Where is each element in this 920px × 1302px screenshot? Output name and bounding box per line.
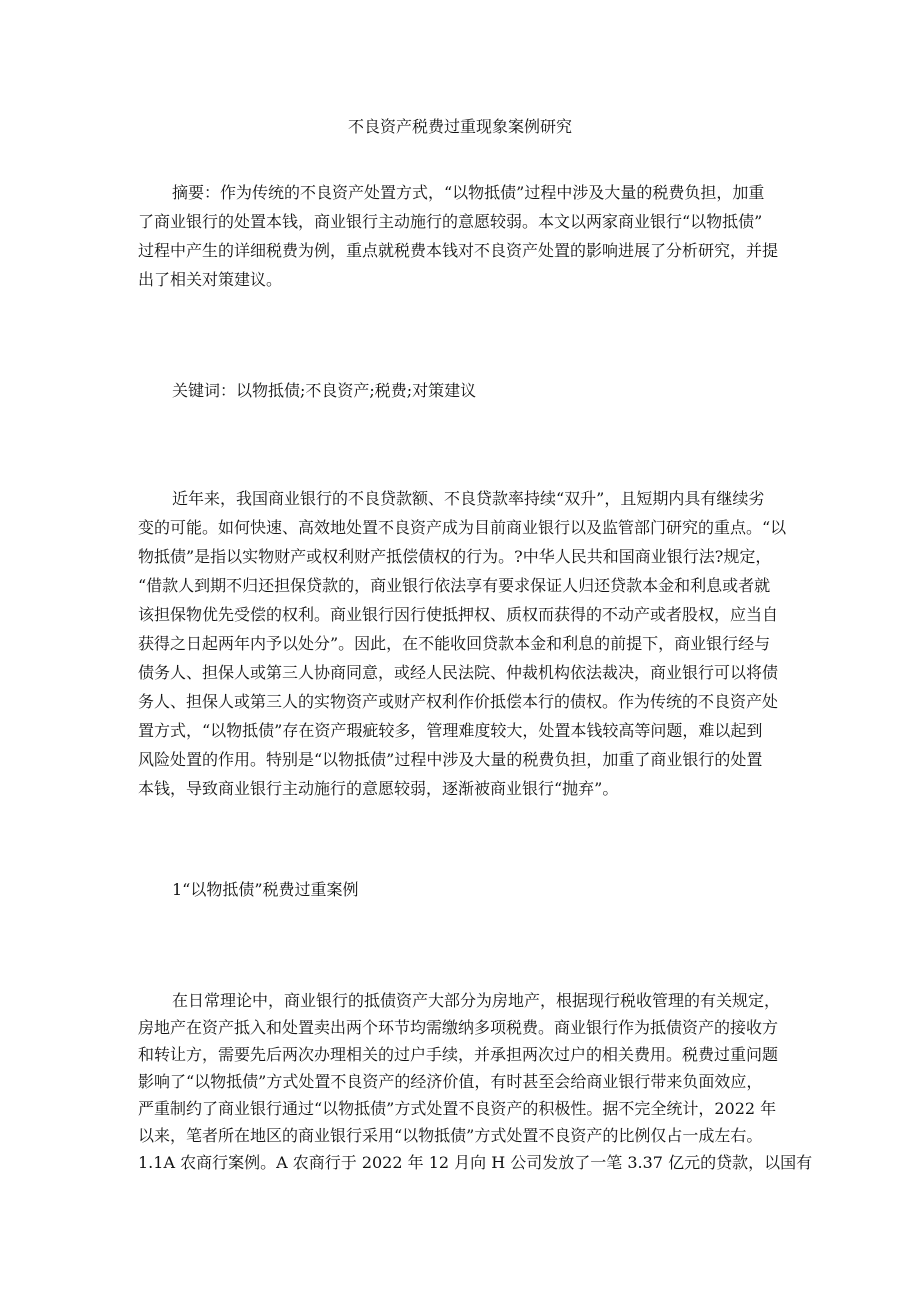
intro-line: 获得之日起两年内予以处分”。因此，在不能收回贷款本金和利息的前提下，商业银行经与 [138, 634, 771, 653]
body-line: 严重制约了商业银行通过“以物抵债”方式处置不良资产的积极性。据不完全统计，2022 年 [138, 1099, 777, 1118]
abstract-line: 出了相关对策建议。 [138, 270, 283, 289]
intro-line: 变的可能。如何快速、高效地处置不良资产成为目前商业银行以及监管部门研究的重点。“以 [138, 518, 787, 537]
intro-line: 近年来，我国商业银行的不良贷款额、不良贷款率持续“双升”，且短期内具有继续劣 [172, 489, 765, 508]
intro-line: “借款人到期不归还担保贷款的，商业银行依法享有要求保证人归还贷款本金和利息或者就 [138, 576, 771, 595]
intro-line: 债务人、担保人或第三人协商同意，或经人民法院、仲裁机构依法裁决，商业银行可以将债 [138, 663, 779, 682]
body-line: 房地产在资产抵入和处置卖出两个环节均需缴纳多项税费。商业银行作为抵债资产的接收方 [138, 1018, 779, 1037]
abstract-line: 摘要：作为传统的不良资产处置方式，“以物抵债”过程中涉及大量的税费负担，加重 [172, 183, 765, 202]
intro-line: 该担保物优先受偿的权利。商业银行因行使抵押权、质权而获得的不动产或者股权，应当自 [138, 605, 779, 624]
section-heading-text: 1“以物抵债”税费过重案例 [172, 880, 359, 899]
keywords-paragraph [138, 376, 788, 405]
intro-line: 置方式，“以物抵债”存在资产瑕疵较多，管理难度较大，处置本钱较高等问题，难以起到 [138, 721, 763, 740]
intro-paragraph [138, 484, 788, 803]
intro-line: 本钱，导致商业银行主动施行的意愿较弱，逐渐被商业银行“抛弃”。 [138, 779, 619, 798]
section-body-paragraph [138, 987, 813, 1176]
body-line: 在日常理论中，商业银行的抵债资产大部分为房地产，根据现行税收管理的有关规定， [172, 991, 781, 1010]
document-title: 不良资产税费过重现象案例研究 [347, 117, 572, 136]
section-heading [138, 875, 788, 904]
body-line: 影响了“以物抵债”方式处置不良资产的经济价值，有时甚至会给商业银行带来负面效应， [138, 1072, 763, 1091]
intro-line: 务人、担保人或第三人的实物资产或财产权利作价抵偿本行的债权。作为传统的不良资产处 [138, 692, 779, 711]
intro-line: 风险处置的作用。特别是“以物抵债”过程中涉及大量的税费负担，加重了商业银行的处置 [138, 750, 763, 769]
body-line: 1.1A 农商行案例。A 农商行于 2022 年 12 月向 H 公司发放了一笔 3.37 亿元的贷款，以国有 [138, 1153, 813, 1172]
keywords-line: 关键词：以物抵债;不良资产;税费;对策建议 [172, 381, 477, 400]
intro-line: 物抵债”是指以实物财产或权利财产抵偿债权的行为。?中华人民共和国商业银行法?规定， [138, 547, 772, 566]
abstract-line: 了商业银行的处置本钱，商业银行主动施行的意愿较弱。本文以两家商业银行“以物抵债” [138, 212, 763, 231]
body-line: 以来，笔者所在地区的商业银行采用“以物抵债”方式处置不良资产的比例仅占一成左右。 [138, 1126, 763, 1145]
body-line: 和转让方，需要先后两次办理相关的过户手续，并承担两次过户的相关费用。税费过重问题 [138, 1045, 779, 1064]
abstract-paragraph [138, 178, 788, 294]
abstract-line: 过程中产生的详细税费为例，重点就税费本钱对不良资产处置的影响进展了分析研究，并提 [138, 241, 779, 260]
